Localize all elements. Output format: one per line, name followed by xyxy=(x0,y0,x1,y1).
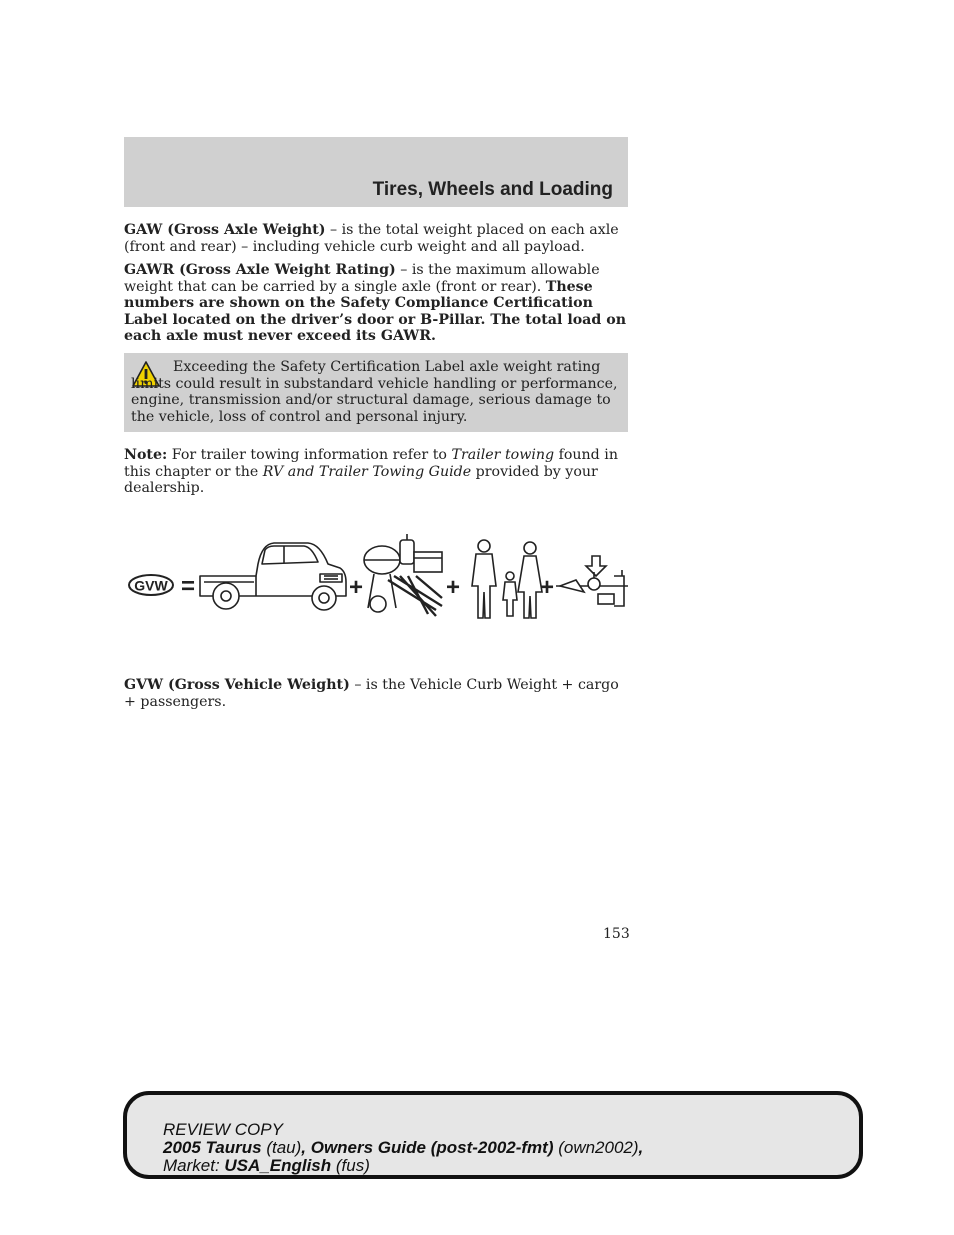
pickup-truck-icon xyxy=(200,543,346,610)
section-title: Tires, Wheels and Loading xyxy=(372,179,613,200)
footer-guide: , Owners Guide (post-2002-fmt) xyxy=(301,1138,554,1157)
section-header-band xyxy=(124,137,628,207)
page-number: 153 xyxy=(603,926,630,942)
gvw-badge-label: GVW xyxy=(134,577,168,594)
passengers-icon xyxy=(472,540,542,618)
gawr-paragraph xyxy=(124,262,628,345)
plus-sign-1: + xyxy=(348,574,364,601)
gawr-definition: – is the maximum allowable weight that can be carried by a single axle (front or rear). xyxy=(124,262,600,295)
gawr-term: GAWR (Gross Axle Weight Rating) xyxy=(124,262,396,278)
gvw-illustration xyxy=(124,530,628,622)
footer-text: REVIEW COPY 2005 Taurus (tau), Owners Guide (post-2002-fmt) (own2002), Market: USA_English (fus) xyxy=(163,1120,644,1175)
footer-review-copy: REVIEW COPY xyxy=(163,1120,283,1139)
equals-sign: = xyxy=(180,573,196,600)
trailer-tongue-load-icon xyxy=(556,556,628,606)
trailer-towing-ref: Trailer towing xyxy=(451,447,555,463)
gaw-term: GAW (Gross Axle Weight) xyxy=(124,222,326,238)
plus-sign-3: + xyxy=(539,574,555,601)
note-paragraph: Note: For trailer towing information refer to Trailer towing found in this chapter or the RV and Trailer Towing Guide provided by your dealership. xyxy=(124,447,618,496)
gvw-term: GVW (Gross Vehicle Weight) xyxy=(124,677,350,693)
footer-market: USA_English xyxy=(224,1156,332,1175)
cargo-icon xyxy=(364,534,442,616)
gvw-badge xyxy=(129,575,173,595)
gaw-definition: – is the total weight placed on each axle (front and rear) – including vehicle curb weight and all payload. xyxy=(124,222,619,255)
rv-guide-ref: RV and Trailer Towing Guide xyxy=(262,463,472,480)
gaw-paragraph xyxy=(124,222,628,255)
gawr-bold-note: These numbers are shown on the Safety Compliance Certification Label located on the driver’s door or B-Pillar. The total load on each axle must never exceed its GAWR. xyxy=(124,278,627,344)
warning-box xyxy=(124,353,628,432)
gvw-paragraph xyxy=(124,677,628,710)
gvw-definition: – is the Vehicle Curb Weight + cargo + passengers. xyxy=(124,677,619,710)
warning-text: Exceeding the Safety Certification Label axle weight rating limits could result in substandard vehicle handling or performance, engine, transmission and/or structural damage, serious damage to the vehicle, loss of control and personal injury. xyxy=(131,359,618,425)
plus-sign-2: + xyxy=(445,574,461,601)
footer-model: 2005 Taurus xyxy=(163,1138,262,1157)
note-label: Note: xyxy=(124,447,168,463)
review-copy-footer xyxy=(123,1091,863,1179)
